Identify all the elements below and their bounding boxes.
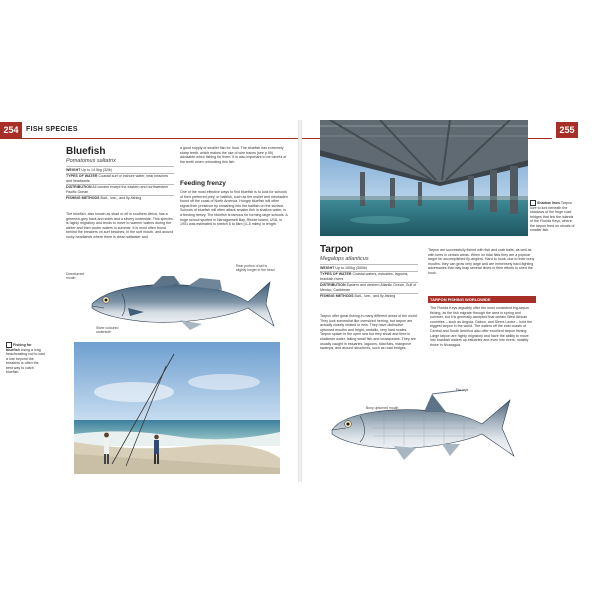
fact-water: TYPES OF WATER Coastal waters, estuaries, lagoons, brackish rivers <box>320 271 418 282</box>
callout-tail: Rear portion of tail is slightly longer in the head <box>236 264 275 273</box>
callout-mouth: Downturned mouth <box>66 272 85 281</box>
fishing-for-bluefish-caption: Fishing for bluefish Using a long beachcasting rod to cast a lure beyond the breakers is often the best way to catch bluefish. <box>6 342 45 375</box>
running-head: FISH SPECIES <box>26 126 78 133</box>
fact-weight: WEIGHT Up to 160kg (350lb) <box>320 264 418 271</box>
fact-weight: WEIGHT Up to 14.5kg (32lb) <box>66 166 174 173</box>
callout-fin-rays: Fin-rays <box>456 388 469 392</box>
tarpon-worldwide-heading: TARPON FISHING WORLDWIDE <box>428 296 536 303</box>
bluefish-body-col2: a good supply of smaller fish for food. The bluefish has extremely sharp teeth, which makes the use of wire traces (see p.59) advisable when fishing for them. It is also important to be careful of the teeth when unhooking this fish. <box>180 146 287 164</box>
page-number-right: 255 <box>556 122 578 138</box>
tarpon-body-col1: Tarpon offer great fishing in many different areas of the world. They look somewhat like oversized herring, but tarpon are actually closely related to eels. They have distinctive upturned mouths and bright, metallic, very hard scales. Tarpon spawn in the open sea but they shoal and feed in shallower water, taking small fish and crustaceans. They are usually caught in estuaries, lagoons, tidal flats, mangrove swamps, and around structures, such as road bridges. <box>320 314 418 351</box>
tarpon-latin: Megalops atlanticus <box>320 256 369 262</box>
page-number-left: 254 <box>0 122 22 138</box>
tarpon-worldwide-text: The Florida Keys arguably offer the most consistent big-tarpon fishing, as the fish migrate through the area in spring and summer, but it is generally accepted that certain West African countries – such as Angola, Gabon, and Sierra Leone – hold the biggest tarpon in the world. The waters off the east coasts of Central and South America also offer excellent tarpon fishing. Large tarpon are highly migratory and have the ability to move into brackish waters up estuaries and even into rivers, notably those in Nicaragua. <box>430 306 533 347</box>
shadow-lines-caption: Shadow lines Tarpon love to lurk beneath the shadows of the huge road bridges that link the islands of the Florida Keys, where the tarpon feed on shoals of smaller fish. <box>530 200 575 233</box>
callout-tarpon-mouth: Bony upturned mouth <box>366 406 399 410</box>
fact-distribution: DISTRIBUTION Eastern and western Atlantic Ocean, Gulf of Mexico, Caribbean <box>320 283 417 292</box>
bridge-photo <box>320 120 528 236</box>
bluefish-facts <box>66 166 174 202</box>
header-rule-left <box>0 138 298 139</box>
tarpon-facts <box>320 264 418 300</box>
beach-fishing-photo <box>74 342 280 474</box>
tarpon-body-col2: Tarpon are successfully fished with fish and crab baits, as well as with lures in certain areas. When on tidal flats they are a popular target for accomplished fly-anglers. Hard to hook, due to their bony mouths, they can grow very large and are immensely hard-fighting adversaries that may leap several times in their efforts to shed the hook. <box>428 248 535 275</box>
bluefish-latin: Pomatomus saltatrix <box>66 158 116 164</box>
fact-distribution: DISTRIBUTION All oceans except the eastern and northwestern Pacific Ocean <box>66 184 174 195</box>
feeding-frenzy-text: One of the most effective ways to find bluefish is to look for schools of their preferred prey, or baitfish, such as the mullet and menhaden found off the coast of North America. Hungry bluefish will often signal their presence by smashing into the baitfish on the surface. Schools of bluefish will often attack smaller fish in shallow water, in a feeding frenzy. The bluefish is famous for forming large schools. A huge school spotted in Narragansett Bay, Rhode Island, USA, in 1901 was estimated to stretch 6 to 8km (4–5 miles) in length. <box>180 190 288 227</box>
callout-belly: Silver coloured underside <box>96 326 119 335</box>
tarpon-title: Tarpon <box>320 244 354 255</box>
fact-methods: FISHING METHODS Bait-, lure-, and fly-fishing <box>320 293 418 300</box>
feeding-frenzy-heading: Feeding frenzy <box>180 180 226 187</box>
fact-water: TYPES OF WATER Coastal surf or inshore water, near beaches and headlands <box>66 173 174 184</box>
fact-methods: FISHING METHODS Bait-, lure-, and fly-fishing <box>66 195 174 202</box>
tarpon-illustration <box>324 390 524 466</box>
bluefish-title: Bluefish <box>66 146 106 157</box>
bluefish-body-col1: The bluefish, also known as shad or elf in southern Africa, has a greenish-grey back and sides and a silvery underside. This species is highly migratory and tends to move to warmer waters during the winter and then cooler waters in summer. It is most often found behind the breakers on surf beaches, in the surf mouth, and around rocky headlands where there is clean saltwater and <box>66 212 174 239</box>
